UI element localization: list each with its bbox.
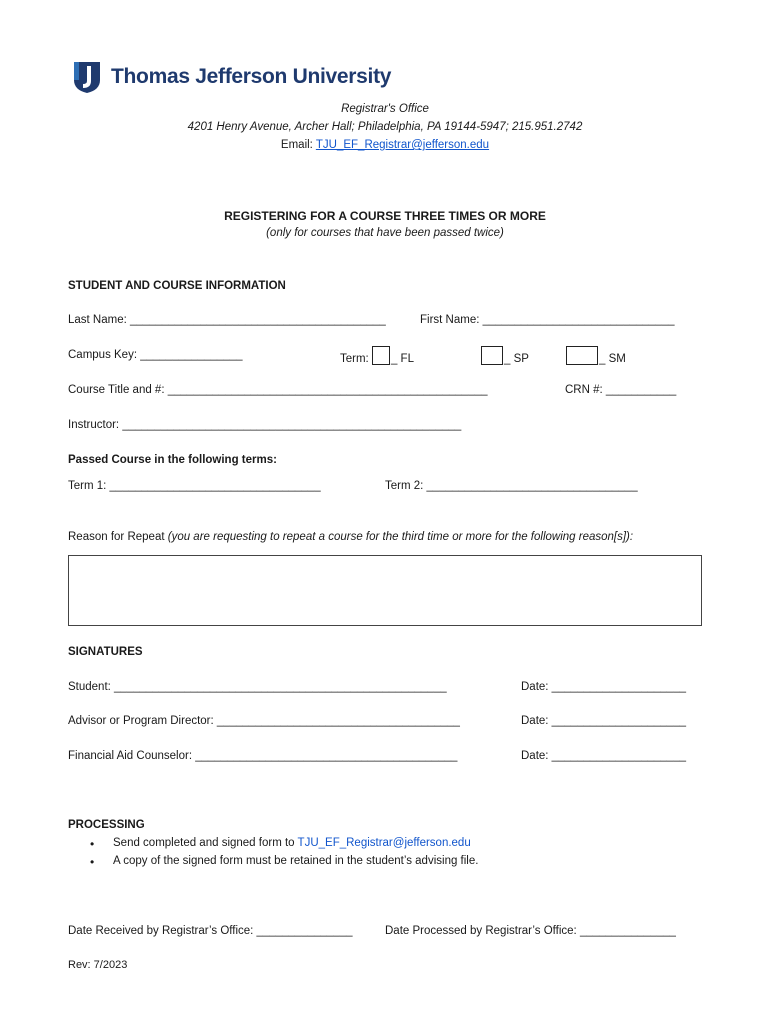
passed-terms-heading: Passed Course in the following terms:	[68, 454, 277, 466]
last-name-field[interactable]: Last Name: ________________________________________	[68, 314, 386, 326]
jefferson-shield-icon	[72, 60, 102, 94]
instructor-field[interactable]: Instructor: _____________________________________________________	[68, 419, 462, 431]
term-fl-option[interactable]	[340, 346, 414, 365]
processing-item-retain: A copy of the signed form must be retained in the student’s advising file.	[113, 855, 479, 867]
date-received-field[interactable]: Date Received by Registrar’s Office: _______________	[68, 925, 353, 937]
processing-heading: PROCESSING	[68, 819, 145, 831]
student-date-field[interactable]: Date: _____________________	[521, 681, 686, 693]
fin-aid-date-field[interactable]: Date: _____________________	[521, 750, 686, 762]
first-name-field[interactable]: First Name: ______________________________	[420, 314, 675, 326]
advisor-signature-field[interactable]: Advisor or Program Director: ______________________________________	[68, 715, 460, 727]
term-sp-option[interactable]	[481, 346, 529, 365]
term-sm-option[interactable]	[566, 346, 626, 365]
term-fl-label: _ FL	[390, 353, 414, 365]
processing-email-link[interactable]: TJU_EF_Registrar@jefferson.edu	[297, 837, 471, 849]
term2-field[interactable]: Term 2: _________________________________	[385, 480, 638, 492]
term-sp-label: _ SP	[504, 353, 529, 365]
bullet-icon: •	[90, 837, 95, 851]
university-name: Thomas Jefferson University	[111, 65, 392, 88]
signatures-heading: SIGNATURES	[68, 646, 143, 658]
processing-item-send-text: Send completed and signed form to	[113, 837, 298, 849]
reason-label	[68, 531, 633, 543]
crn-field[interactable]: CRN #: ___________	[565, 384, 677, 396]
office-email	[0, 139, 770, 151]
office-name: Registrar's Office	[341, 103, 429, 115]
term-fl-checkbox[interactable]	[372, 346, 390, 365]
form-title: REGISTERING FOR A COURSE THREE TIMES OR MORE	[224, 209, 546, 223]
form-subtitle: (only for courses that have been passed twice)	[266, 227, 504, 239]
reason-label-note: (you are requesting to repeat a course for the third time or more for the following reason[s]):	[167, 531, 634, 543]
term-sm-label: _ SM	[599, 353, 626, 365]
revision-label: Rev: 7/2023	[68, 959, 128, 971]
campus-key-field[interactable]: Campus Key: ________________	[68, 349, 243, 361]
student-section-heading: STUDENT AND COURSE INFORMATION	[68, 280, 286, 292]
email-link[interactable]: TJU_EF_Registrar@jefferson.edu	[315, 139, 490, 151]
university-logo	[72, 60, 391, 94]
office-address: 4201 Henry Avenue, Archer Hall; Philadelphia, PA 19144-5947; 215.951.2742	[187, 121, 583, 133]
advisor-date-field[interactable]: Date: _____________________	[521, 715, 686, 727]
term-label: Term:	[340, 353, 372, 365]
email-label: Email:	[280, 139, 316, 151]
reason-textbox[interactable]	[68, 555, 702, 626]
student-signature-field[interactable]: Student: ____________________________________________________	[68, 681, 447, 693]
reason-label-text: Reason for Repeat	[68, 531, 168, 543]
fin-aid-signature-field[interactable]: Financial Aid Counselor: _________________________________________	[68, 750, 458, 762]
bullet-icon: •	[90, 855, 95, 869]
term-sm-checkbox[interactable]	[566, 346, 598, 365]
course-title-field[interactable]: Course Title and #: __________________________________________________	[68, 384, 488, 396]
processing-item-send	[113, 837, 471, 849]
date-processed-field[interactable]: Date Processed by Registrar’s Office: _______________	[385, 925, 676, 937]
term1-field[interactable]: Term 1: _________________________________	[68, 480, 321, 492]
term-sp-checkbox[interactable]	[481, 346, 503, 365]
